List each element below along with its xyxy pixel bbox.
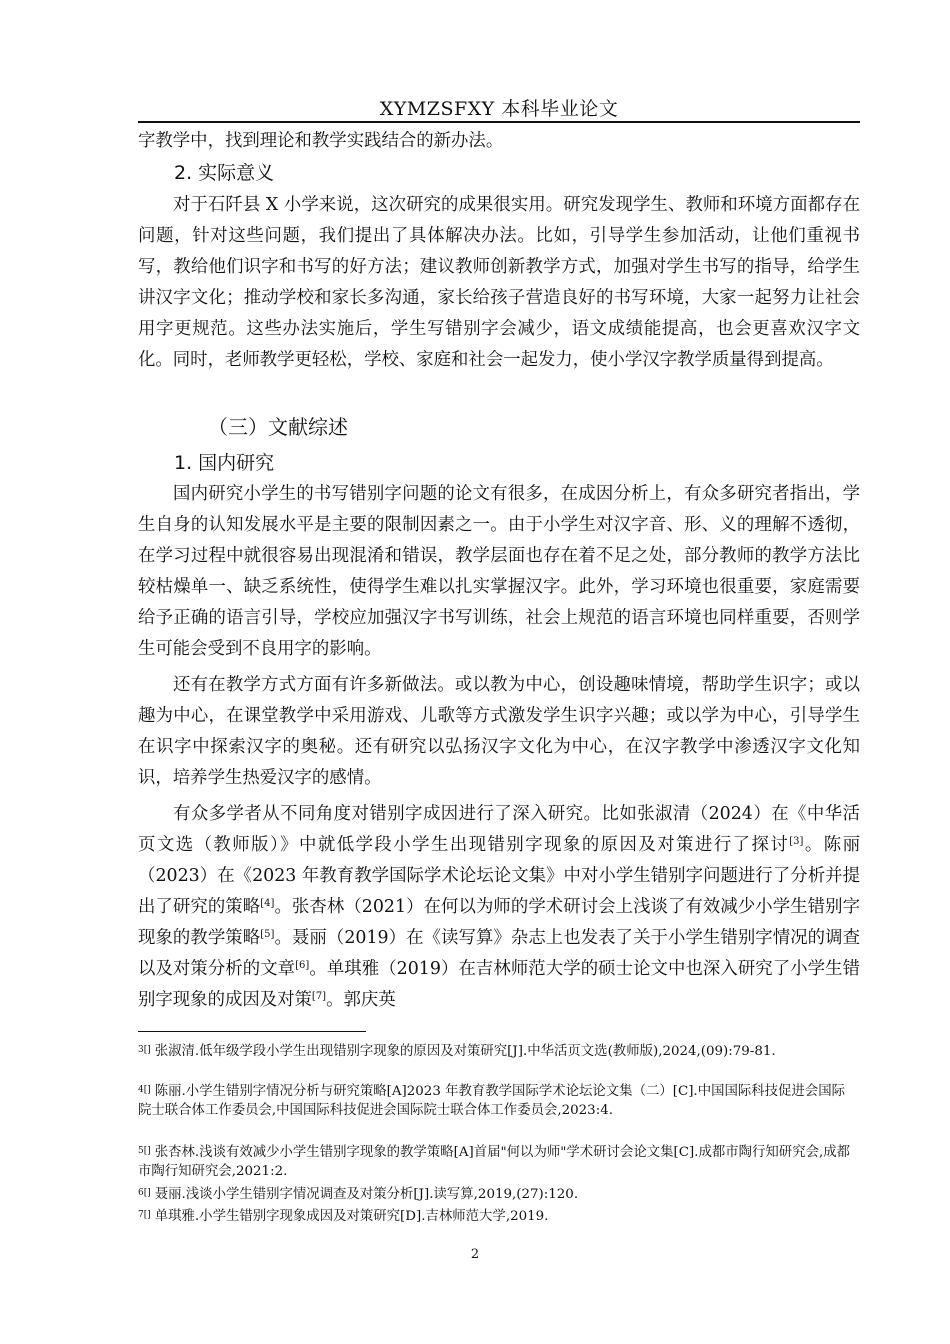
heading-literature-review: （三）文献综述 <box>208 415 348 439</box>
footnote-text: 张淑清.低年级学段小学生出现错别字现象的原因及对策研究[J].中华活页文选(教师版),2024,(09):79-81. <box>154 1044 776 1059</box>
paragraph-scholars-research <box>138 799 860 1016</box>
citation-ref-3[interactable]: [3] <box>789 836 804 847</box>
footnote-number: 3[] <box>138 1045 151 1055</box>
p3-sentence-1: 有众多学者从不同角度对错别字成因进行了深入研究。比如张淑清（2024）在《中华活页文选（教师版）》中就低学段小学生出现错别字现象的原因及对策进行了探讨 <box>138 804 860 855</box>
p3-sentence-6: 。郭庆英 <box>326 990 396 1010</box>
citation-ref-5[interactable]: [5] <box>260 929 275 940</box>
footnote-number: 7[] <box>138 1210 151 1220</box>
citation-ref-6[interactable]: [6] <box>295 960 310 971</box>
footnote-7 <box>138 1206 850 1226</box>
heading-practical-significance: 2. 实际意义 <box>174 162 275 184</box>
page-header-title: XYMZSFXY 本科毕业论文 <box>379 98 619 120</box>
p3-sentence-4: 。聂丽（2019）在《读写算》杂志上也发表了关于小学生错别字情况的调查以及对策分析的文章 <box>138 928 860 979</box>
citation-ref-4[interactable]: [4] <box>260 898 275 909</box>
footnote-text: 张杏林.浅谈有效减少小学生错别字现象的教学策略[A]首届"何以为师"学术研讨会论文集[C].成都市陶行知研究会,成都市陶行知研究会,2021:2. <box>138 1145 851 1179</box>
footnote-number: 6[] <box>138 1188 151 1198</box>
footnote-text: 单琪雅.小学生错别字现象成因及对策研究[D].吉林师范大学,2019. <box>154 1209 549 1224</box>
heading-domestic-research: 1. 国内研究 <box>174 452 275 474</box>
footnote-6 <box>138 1184 850 1204</box>
header-rule <box>138 121 860 123</box>
footnote-number: 5[] <box>138 1146 151 1156</box>
page-number: 2 <box>470 1247 480 1262</box>
footnote-number: 4[] <box>138 1085 151 1095</box>
footnote-text: 陈丽.小学生错别字情况分析与研究策略[A]2023 年教育教学国际学术论坛论文集（二）[C].中国国际科技促进会国际院士联合体工作委员会,中国国际科技促进会国际院士联合体工作委员会,2023:4. <box>138 1084 845 1118</box>
footnote-3 <box>138 1041 850 1061</box>
citation-ref-7[interactable]: [7] <box>311 991 327 1002</box>
p3-sentence-3: 。张杏林（2021）在何以为师的学术研讨会上浅谈了有效减少小学生错别字现象的教学策略 <box>138 897 860 948</box>
paragraph-domestic-research-1: 国内研究小学生的书写错别字问题的论文有很多，在成因分析上，有众多研究者指出，学生自身的认知发展水平是主要的限制因素之一。由于小学生对汉字音、形、义的理解不透彻，在学习过程中就很容易出现混淆和错误，教学层面也存在着不足之处，部分教师的教学方法比较枯燥单一、缺乏系统性，使得学生难以扎实掌握汉字。此外，学习环境也很重要，家庭需要给予正确的语言引导，学校应加强汉字书写训练，社会上规范的语言环境也同样重要，否则学生可能会受到不良用字的影响。 <box>138 484 860 659</box>
p3-sentence-2: 。陈丽（2023）在《2023 年教育教学国际学术论坛论文集》中对小学生错别字问题进行了分析并提出了研究的策略 <box>138 835 860 917</box>
footnote-4 <box>138 1081 850 1120</box>
paragraph-carryover: 字教学中，找到理论和教学实践结合的新办法。 <box>138 131 504 151</box>
paragraph-practical-significance: 对于石阡县 X 小学来说，这次研究的成果很实用。研究发现学生、教师和环境方面都存在问题，针对这些问题，我们提出了具体解决办法。比如，引导学生参加活动，让他们重视书写，教给他们识字和书写的好方法；建议教师创新教学方式，加强对学生书写的指导，给学生讲汉字文化；推动学校和家长多沟通，家长给孩子营造良好的书写环境，大家一起努力让社会用字更规范。这些办法实施后，学生写错别字会减少，语文成绩能提高，也会更喜欢汉字文化。同时，老师教学更轻松，学校、家庭和社会一起发力，使小学汉字教学质量得到提高。 <box>138 195 860 370</box>
footnote-5 <box>138 1142 850 1181</box>
footnote-separator <box>138 1031 366 1032</box>
footnote-text: 聂丽.浅谈小学生错别字情况调查及对策分析[J].读写算,2019,(27):120. <box>154 1187 579 1202</box>
p3-sentence-5: 。单琪雅（2019）在吉林师范大学的硕士论文中也深入研究了小学生错别字现象的成因及对策 <box>138 959 860 1010</box>
paragraph-domestic-research-2: 还有在教学方式方面有许多新做法。或以教为中心，创设趣味情境，帮助学生识字；或以趣为中心，在课堂教学中采用游戏、儿歌等方式激发学生识字兴趣；或以学为中心，引导学生在识字中探索汉字的奥秘。还有研究以弘扬汉字文化为中心，在汉字教学中渗透汉字文化知识，培养学生热爱汉字的感情。 <box>138 675 860 788</box>
